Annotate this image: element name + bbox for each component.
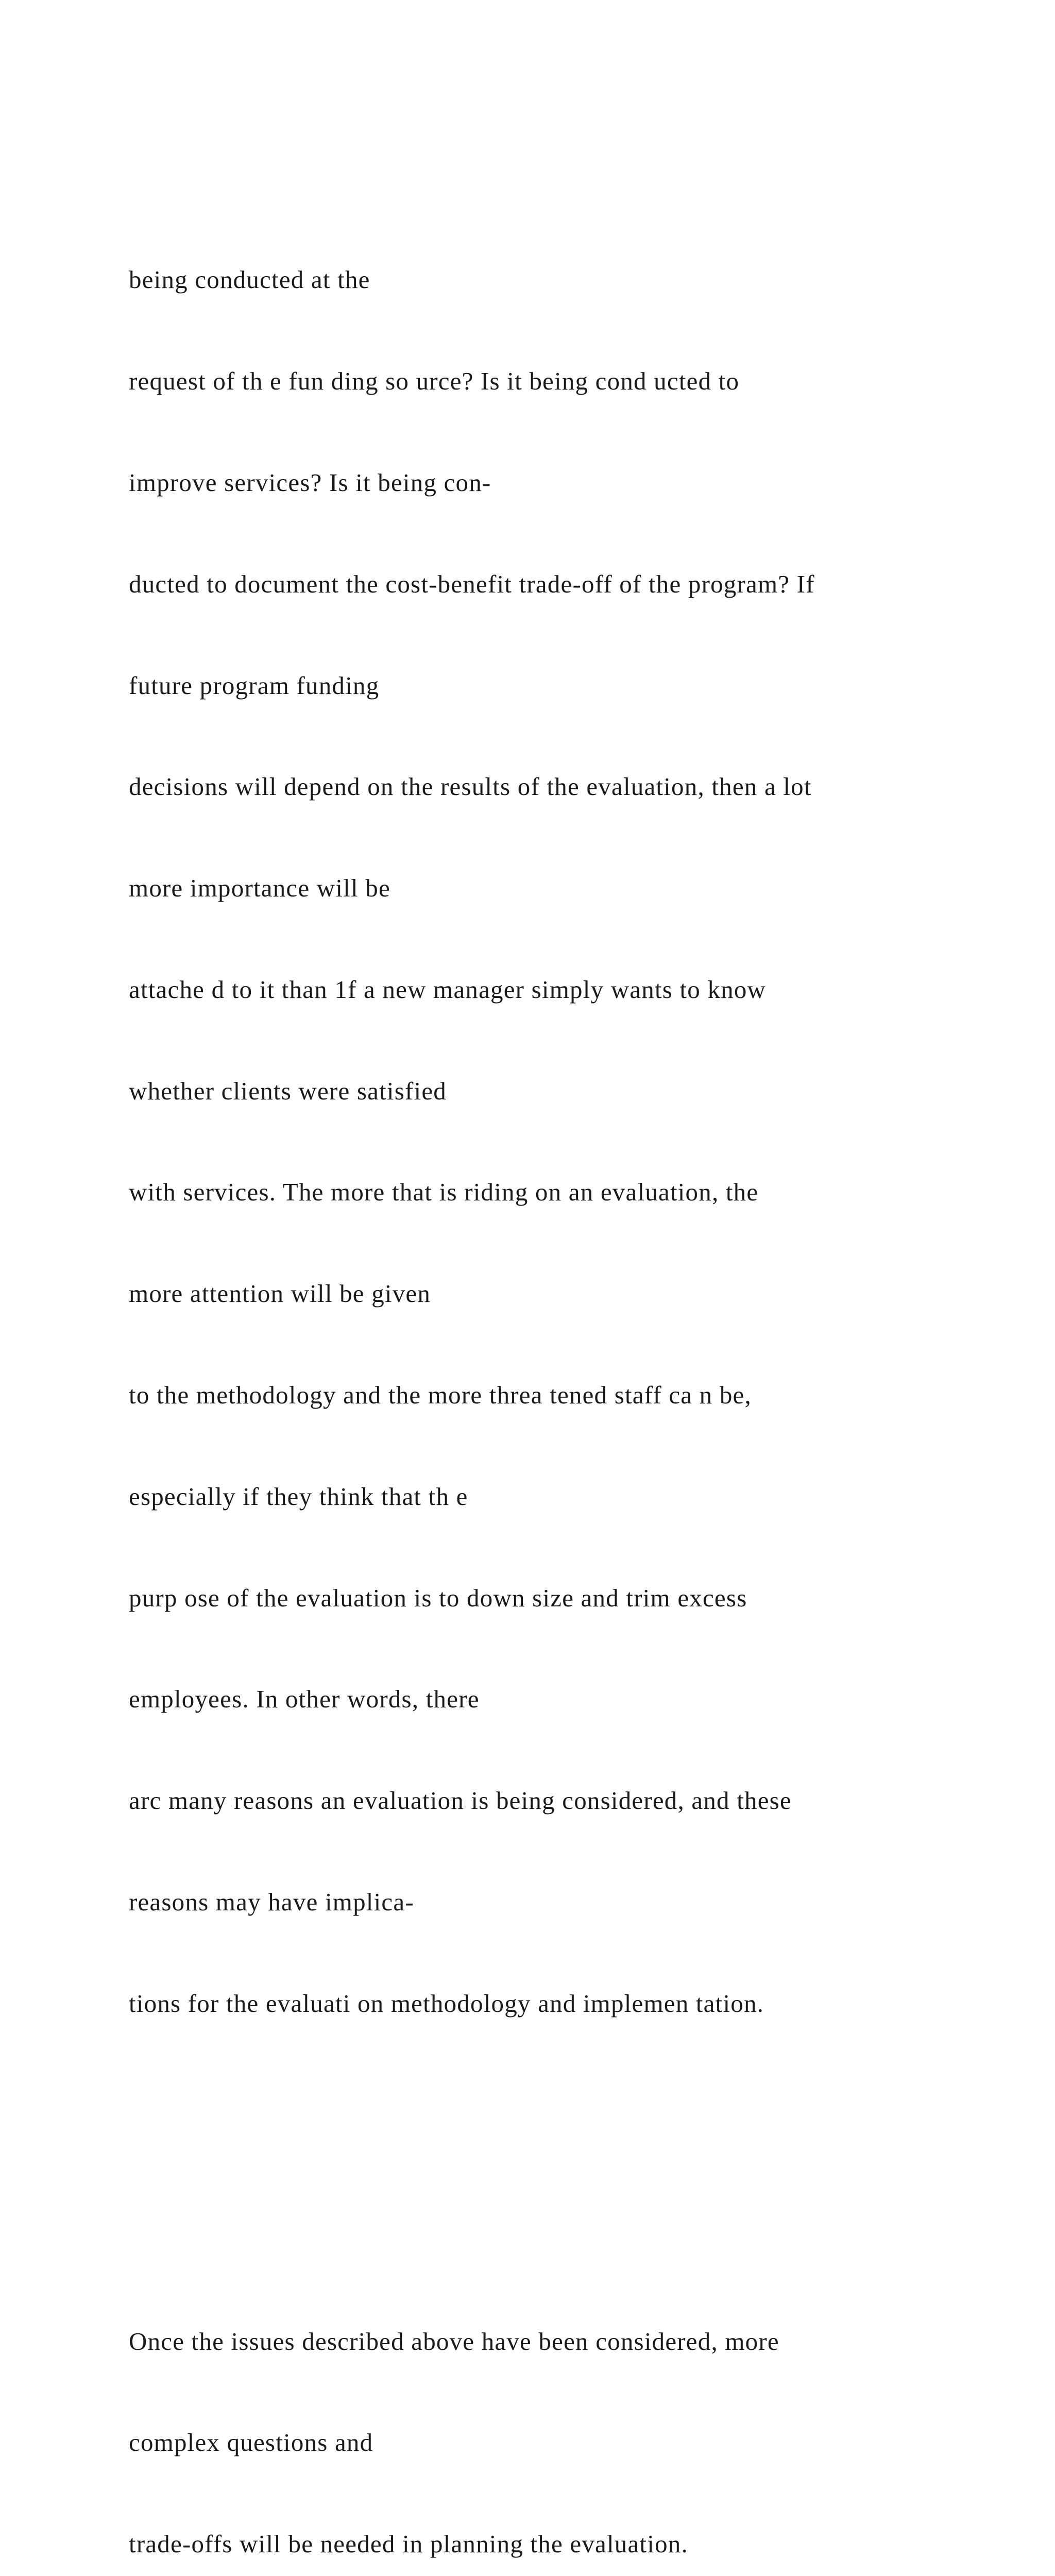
text-line: trade-offs will be needed in planning the evaluation. bbox=[129, 2530, 688, 2558]
text-line: purp ose of the evaluation is to down size and trim excess bbox=[129, 1583, 747, 1612]
text-line: reasons may have implica- bbox=[129, 1887, 414, 1916]
text-line: more attention will be given bbox=[129, 1279, 431, 1308]
text-line: employees. In other words, there bbox=[129, 1685, 480, 1714]
document-text bbox=[129, 128, 1005, 2576]
text-line: attache d to it than 1f a new manager simply wants to know bbox=[129, 975, 767, 1004]
text-line: ducted to document the cost-benefit trade-off of the program? If bbox=[129, 569, 815, 598]
text-line: request of th e fun ding so urce? Is it being cond ucted to bbox=[129, 367, 740, 396]
text-line: to the methodology and the more threa tened staff ca n be, bbox=[129, 1380, 752, 1409]
text-line: with services. The more that is riding on an evaluation, the bbox=[129, 1178, 759, 1207]
paragraph-spacer bbox=[129, 2156, 1005, 2190]
paragraph-1 bbox=[129, 195, 1005, 2088]
paragraph-2 bbox=[129, 2257, 1005, 2576]
text-line: complex questions and bbox=[129, 2428, 373, 2457]
text-line: more importance will be bbox=[129, 874, 390, 903]
text-line: especially if they think that th e bbox=[129, 1482, 468, 1511]
text-line: Once the issues described above have been considered, more bbox=[129, 2327, 779, 2355]
text-line: being conducted at the bbox=[129, 265, 370, 294]
text-line: arc many reasons an evaluation is being considered, and these bbox=[129, 1786, 792, 1815]
text-line: decisions will depend on the results of the evaluation, then a lot bbox=[129, 772, 812, 801]
text-line: future program funding bbox=[129, 671, 380, 700]
text-line: improve services? Is it being con- bbox=[129, 468, 491, 497]
text-line: whether clients were satisfied bbox=[129, 1076, 447, 1105]
text-line: tions for the evaluati on methodology and implemen tation. bbox=[129, 1989, 764, 2018]
